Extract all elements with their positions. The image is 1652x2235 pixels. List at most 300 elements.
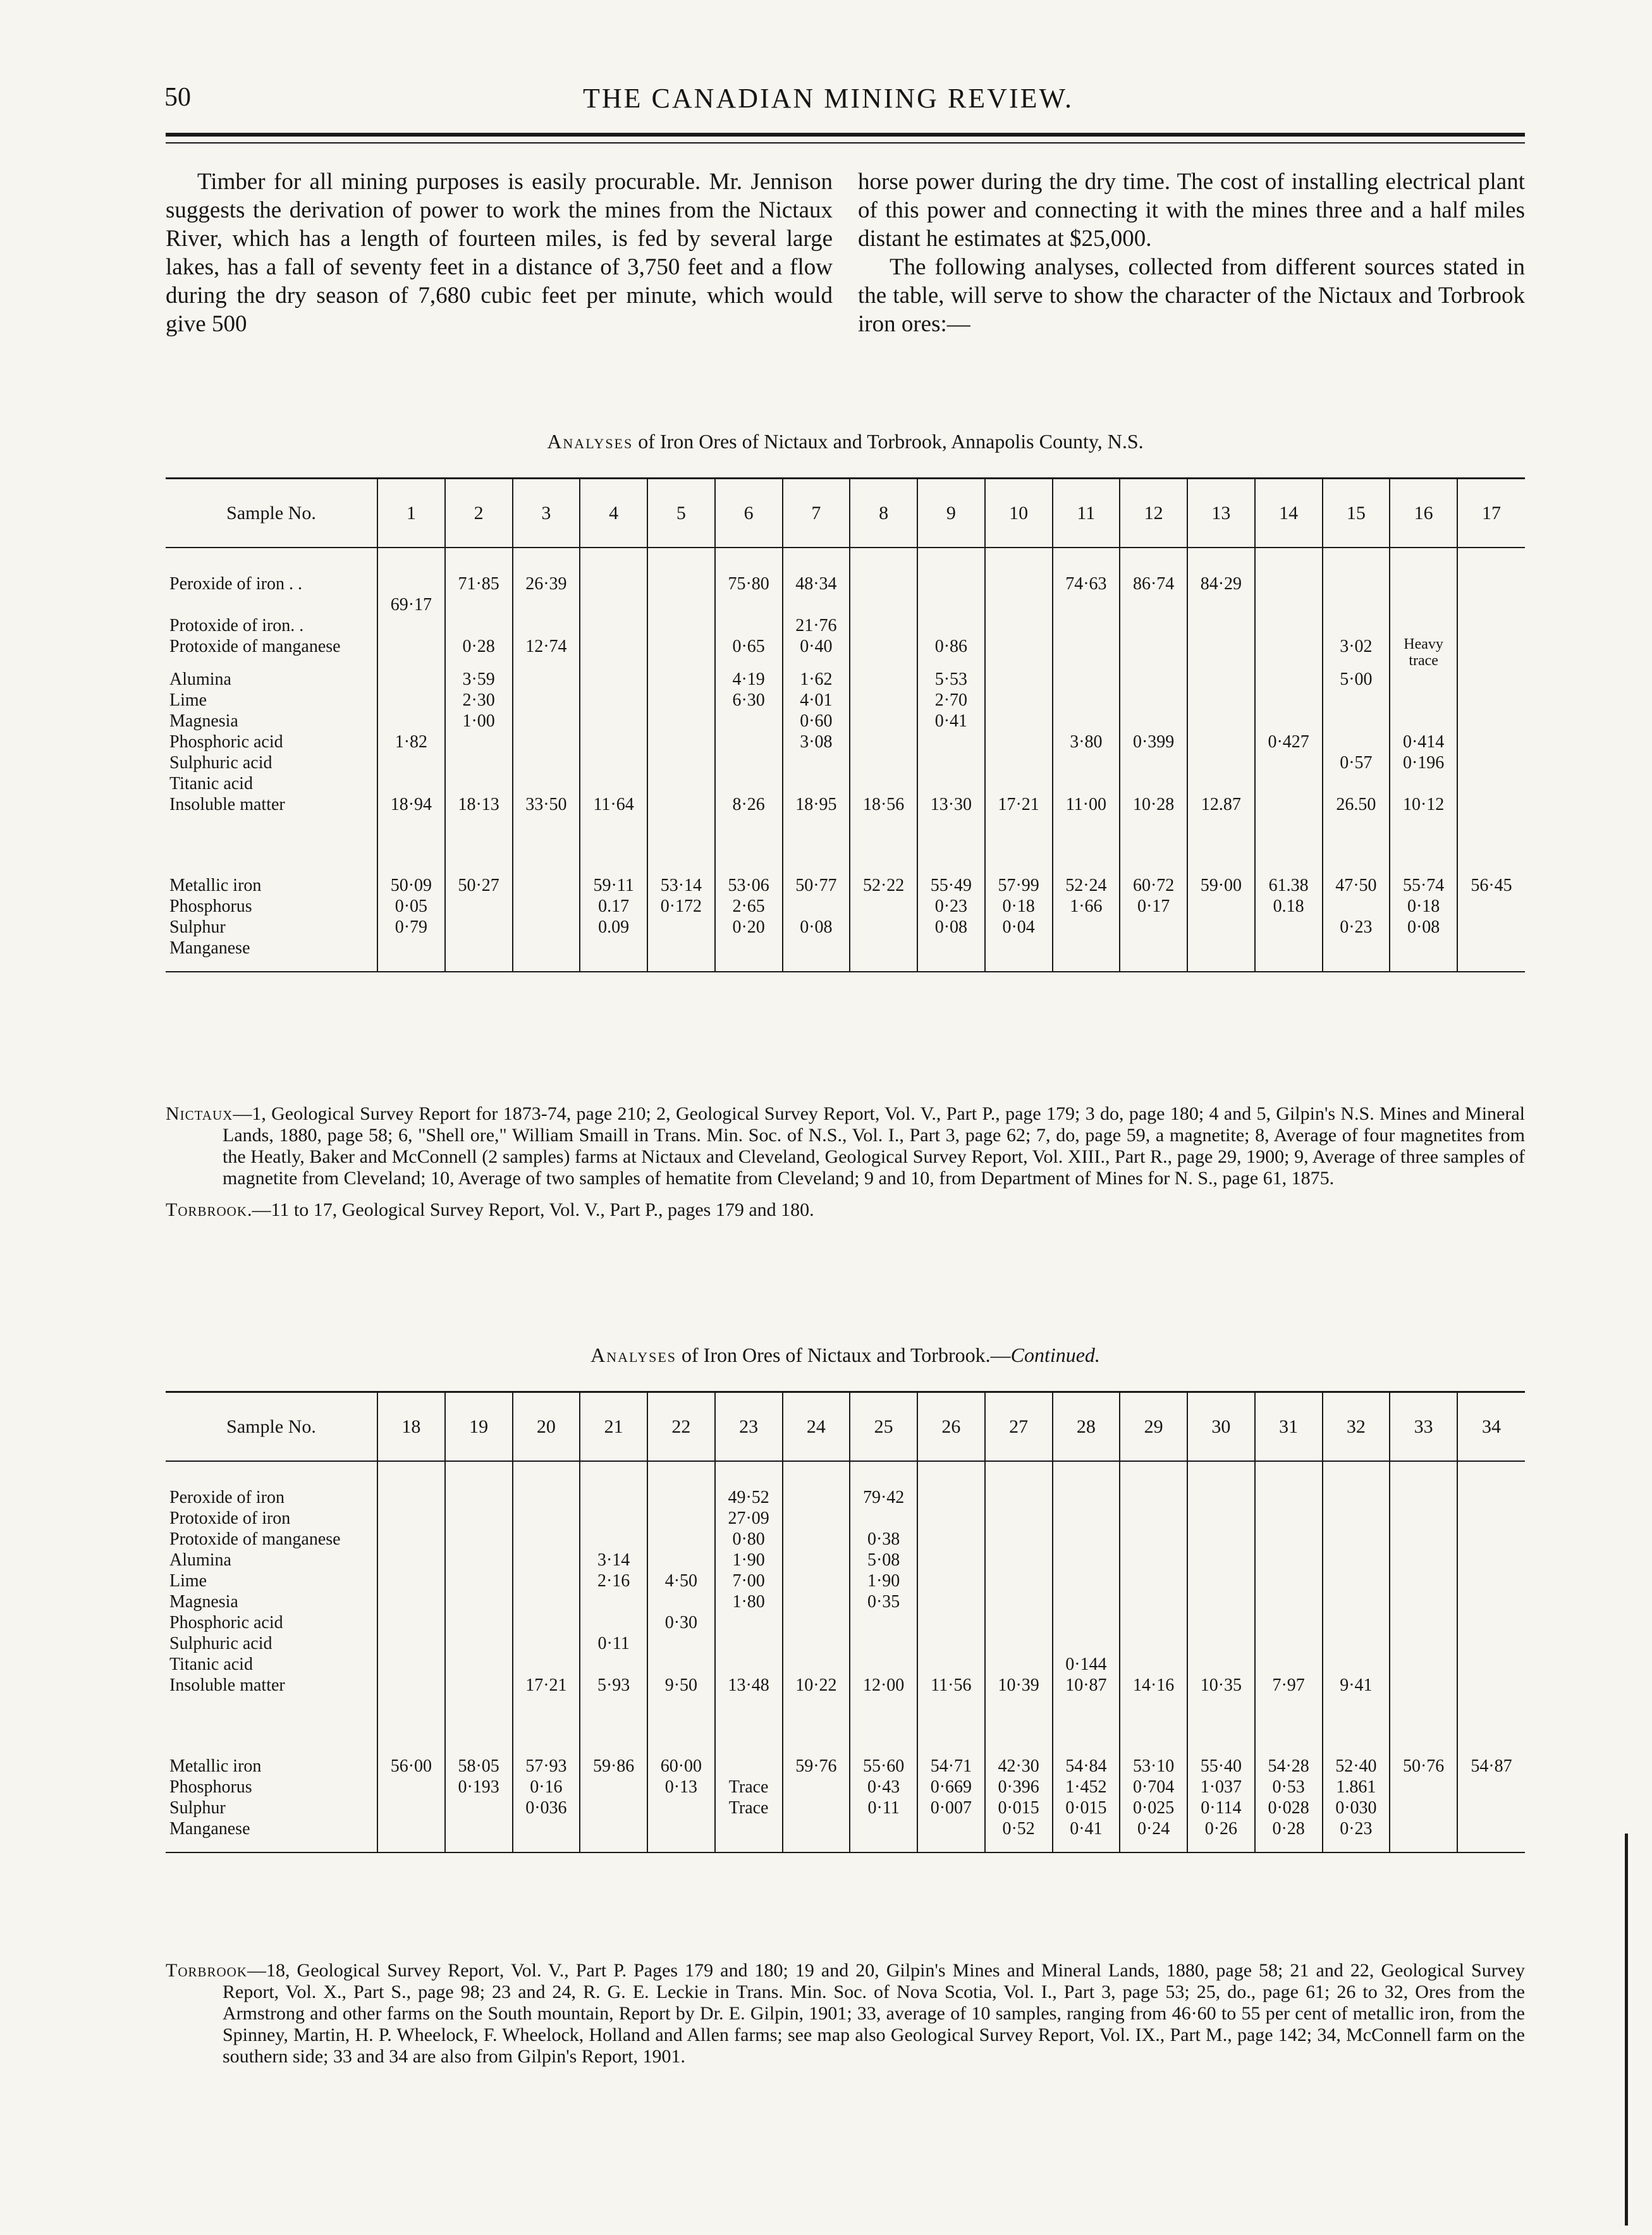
table-cell: 0·172 [647,896,715,917]
table-cell [1053,1550,1120,1571]
table-cell: 0·35 [850,1591,917,1612]
table-cell: 69·17 [377,594,445,615]
table-cell [445,917,513,938]
table-cell [445,1571,513,1591]
table-cell [715,594,783,615]
table-cell [1120,1633,1187,1654]
table-cell [985,1487,1053,1508]
column-header: 31 [1255,1392,1323,1462]
column-header: 30 [1187,1392,1255,1462]
table-cell: 52·24 [1053,875,1120,896]
table-cell [1390,938,1457,958]
table-cell: 11·56 [917,1675,985,1696]
table-cell: 58·05 [445,1756,513,1777]
row-label: Lime [169,1571,207,1591]
table-cell [513,1571,580,1591]
table-cell [1457,773,1525,794]
table-cell [580,1508,647,1529]
table-cell [1187,1654,1255,1675]
table-cell [1053,917,1120,938]
table-cell [1187,896,1255,917]
table-cell [1053,636,1120,669]
table-cell: 0·17 [1120,896,1187,917]
table-cell [850,615,917,636]
table-cell [715,1633,783,1654]
column-header: 6 [715,479,783,548]
table-cell: 11·00 [1053,794,1120,815]
table-cell: 0·38 [850,1529,917,1550]
table-cell: 0·396 [985,1777,1053,1797]
table-cell [1323,938,1390,958]
table-cell [580,1797,647,1818]
table-cell: 56·45 [1457,875,1525,896]
table-cell: 9·50 [647,1675,715,1696]
row-label: Peroxide of iron . . [169,574,302,594]
table-cell [1053,1612,1120,1633]
table-cell [580,1487,647,1508]
table-cell [1187,1508,1255,1529]
table-cell: 71·85 [445,573,513,594]
table-cell [1390,1654,1457,1675]
table-cell [917,1633,985,1654]
table-cell [783,1633,850,1654]
table-cell: 1·037 [1187,1777,1255,1797]
table-cell [1120,1591,1187,1612]
table-cell [1390,1633,1457,1654]
table-cell: 54·84 [1053,1756,1120,1777]
table-cell [917,1487,985,1508]
table-cell [1457,1633,1525,1654]
table-cell: 0·13 [647,1777,715,1797]
table2-notes [166,1960,1525,2078]
table-row [166,1487,1525,1508]
table-cell [1255,1550,1323,1571]
header-rule-thick [166,133,1525,137]
sample-no-header: Sample No. [166,479,377,548]
left-column [166,168,833,338]
table-cell [917,1571,985,1591]
table-cell: 4·19 [715,669,783,690]
table-row [166,1818,1525,1839]
table-cell [917,1529,985,1550]
table-cell [1390,690,1457,711]
table-cell [513,938,580,958]
column-header: 4 [580,479,647,548]
table-row [166,690,1525,711]
table-cell [1323,690,1390,711]
table-cell [647,1487,715,1508]
table-cell: 0·669 [917,1777,985,1797]
column-header: 15 [1323,479,1390,548]
table-cell [850,690,917,711]
table-cell: 0·40 [783,636,850,669]
table-cell: 4·50 [647,1571,715,1591]
table-cell: 13·30 [917,794,985,815]
table-cell [580,1777,647,1797]
table-cell: 2·16 [580,1571,647,1591]
table-cell [580,773,647,794]
table-spacer [166,1461,1525,1487]
table-cell [1187,690,1255,711]
table-cell [1053,669,1120,690]
running-title: THE CANADIAN MINING REVIEW. [583,83,1074,114]
table-cell: 10·39 [985,1675,1053,1696]
table-cell: 18·13 [445,794,513,815]
column-header: 9 [917,479,985,548]
table-cell [1323,711,1390,732]
table-cell [850,711,917,732]
table-cell: 0·704 [1120,1777,1187,1797]
table-cell [1390,669,1457,690]
table-cell [445,1550,513,1571]
table-cell: 0·60 [783,711,850,732]
table-cell [647,690,715,711]
table-row [166,1777,1525,1797]
table-cell [377,615,445,636]
table-cell: 0·24 [1120,1818,1187,1839]
table-cell [1053,690,1120,711]
column-header: 12 [1120,479,1187,548]
table-cell [1457,690,1525,711]
table-cell [1390,1797,1457,1818]
body-text [166,168,1525,370]
row-label: Metallic iron [169,876,262,895]
table-cell [850,1633,917,1654]
table-cell [1187,938,1255,958]
table-cell [1255,1633,1323,1654]
table-cell: 0·41 [917,711,985,732]
table-cell [985,1633,1053,1654]
table-row [166,773,1525,794]
table-cell [377,690,445,711]
table-cell [1323,1654,1390,1675]
table-cell: 0·414 [1390,732,1457,752]
table-cell [1457,732,1525,752]
table-cell: 0·08 [1390,917,1457,938]
table-cell [513,690,580,711]
table-cell [513,594,580,615]
table-cell: 55·49 [917,875,985,896]
table-cell: 0·18 [1390,896,1457,917]
table-cell [580,752,647,773]
table-row [166,636,1525,669]
row-label: Sulphur [169,1798,226,1818]
table-cell: 18·56 [850,794,917,815]
table-cell [850,1654,917,1675]
table-cell [1120,690,1187,711]
table-cell: 1·80 [715,1591,783,1612]
row-label: Sulphuric acid [169,753,272,773]
row-label: Titanic acid [169,774,253,793]
table-cell [1390,1550,1457,1571]
table-cell [1120,1550,1187,1571]
table-cell [1457,917,1525,938]
table-cell: 0·427 [1255,732,1323,752]
table-row [166,615,1525,636]
table-cell [1255,938,1323,958]
table-cell: 0.17 [580,896,647,917]
table-cell [513,1508,580,1529]
table-cell: 0·28 [1255,1818,1323,1839]
table-cell: 0·65 [715,636,783,669]
table-cell: 0·57 [1323,752,1390,773]
table-cell [850,669,917,690]
table-cell [1457,636,1525,669]
table-cell: 0·52 [985,1818,1053,1839]
row-label: Titanic acid [169,1655,253,1674]
table-cell [1457,615,1525,636]
table-cell [783,1612,850,1633]
table-cell: 59·76 [783,1756,850,1777]
table-cell [580,1654,647,1675]
table-cell: 5·53 [917,669,985,690]
table-cell [715,773,783,794]
table-cell [985,669,1053,690]
table-cell [377,1612,445,1633]
column-header: 7 [783,479,850,548]
table-cell [1187,669,1255,690]
table-cell [1187,1612,1255,1633]
table-cell [513,1529,580,1550]
table-spacer [166,958,1525,972]
table-cell [377,1550,445,1571]
table-cell [377,1487,445,1508]
table-cell [715,1612,783,1633]
table-cell [445,1654,513,1675]
column-header: 33 [1390,1392,1457,1462]
table-cell [783,1818,850,1839]
table-cell: 33·50 [513,794,580,815]
table-cell [513,917,580,938]
column-header: 22 [647,1392,715,1462]
left-paragraph: Timber for all mining purposes is easily procurable. Mr. Jennison suggests the derivation of power to work the mines from the Nictaux River, which has a length of fourteen miles, is fed by several large lakes, has a fall of seventy feet in a distance of 3,750 feet and a flow during the dry season of 7,680 cubic feet per minute, which would give 500 [166,169,833,337]
table-cell: 1·82 [377,732,445,752]
row-label: Protoxide of manganese [169,637,341,656]
table-cell [377,1777,445,1797]
table-cell: 17·21 [985,794,1053,815]
table-cell [1120,615,1187,636]
table-cell: 0·16 [513,1777,580,1797]
table-cell: 0.09 [580,917,647,938]
table-cell: 8·26 [715,794,783,815]
column-header: 17 [1457,479,1525,548]
table-cell [445,1591,513,1612]
table-cell: 12.87 [1187,794,1255,815]
table-cell [1187,773,1255,794]
table-cell [1390,594,1457,615]
table-cell [1390,1675,1457,1696]
table-cell: 3·02 [1323,636,1390,669]
table-row [166,573,1525,594]
table-cell: 0·015 [985,1797,1053,1818]
table-cell [1053,1571,1120,1591]
table-cell [1255,1487,1323,1508]
table-cell: 1·90 [715,1550,783,1571]
table-cell: 50·27 [445,875,513,896]
table-cell [1323,1591,1390,1612]
row-label: Peroxide of iron [169,1488,285,1507]
table-cell [1457,1654,1525,1675]
table-cell [647,1591,715,1612]
table-cell: 52·22 [850,875,917,896]
table-cell [1053,1529,1120,1550]
column-header: 19 [445,1392,513,1462]
table-cell: 0·11 [580,1633,647,1654]
table-cell [377,1818,445,1839]
table-cell [715,732,783,752]
table-cell: 18·94 [377,794,445,815]
table-cell [1053,594,1120,615]
table-cell [647,711,715,732]
table-cell [445,1818,513,1839]
right-column [858,168,1525,338]
table-cell [1390,1591,1457,1612]
column-header: 18 [377,1392,445,1462]
table-cell [783,1487,850,1508]
table-cell [513,669,580,690]
binding-edge [1625,1834,1628,2226]
table-spacer [166,548,1525,573]
table-cell: 54·71 [917,1756,985,1777]
table-cell: 0·04 [985,917,1053,938]
table-cell: 5·93 [580,1675,647,1696]
table-cell [1120,636,1187,669]
table-row [166,711,1525,732]
table-cell [1323,594,1390,615]
table-cell [1323,1612,1390,1633]
row-label [166,594,377,615]
table-cell [1187,1529,1255,1550]
table-cell [850,917,917,938]
table-cell: 12·74 [513,636,580,669]
table-cell: 59·11 [580,875,647,896]
table-cell: 4·01 [783,690,850,711]
table-cell [647,1508,715,1529]
column-header: 29 [1120,1392,1187,1462]
table-cell: 0·196 [1390,752,1457,773]
table-cell [1457,594,1525,615]
table-cell: 60·72 [1120,875,1187,896]
table-row [166,1756,1525,1777]
column-header: 1 [377,479,445,548]
column-header: 10 [985,479,1053,548]
table-cell [917,594,985,615]
table-cell [1255,1571,1323,1591]
table-cell [580,732,647,752]
table-cell: 75·80 [715,573,783,594]
table-cell [1053,752,1120,773]
table-cell: 57·99 [985,875,1053,896]
table-cell: 3·80 [1053,732,1120,752]
table-cell: 3·08 [783,732,850,752]
table-cell: 0·015 [1053,1797,1120,1818]
table-cell [1457,752,1525,773]
table-cell [783,1571,850,1591]
table-cell [1323,1571,1390,1591]
table-cell [647,1797,715,1818]
table-cell [580,1529,647,1550]
row-label: Protoxide of manganese [169,1529,341,1549]
row-label: Phosphoric acid [169,732,283,752]
table-cell [715,1654,783,1675]
table-row [166,875,1525,896]
table-cell [985,773,1053,794]
table-cell: 0·08 [783,917,850,938]
table-cell [1457,573,1525,594]
table-row [166,938,1525,958]
table-cell [1255,773,1323,794]
table-cell [377,669,445,690]
table-cell [377,1591,445,1612]
table-cell [917,732,985,752]
table-cell [917,573,985,594]
table-cell [1390,1818,1457,1839]
table-cell [1457,1675,1525,1696]
table-cell [1187,1550,1255,1571]
table-cell [445,1633,513,1654]
torbrook-note-2: Torbrook—18, Geological Survey Report, Vol. V., Part P. Pages 179 and 180; 19 and 20, Gilpin's Mines and Mineral Lands, 1880, page 58; 21 and 22, Geological Survey Report, Vol. X., Part S., page 98; 23 and 24, R. G. E. Leckie in Trans. Min. Soc. of Nova Scotia, Vol. I., Part 3, page 53; 25, do., page 61; 26 to 32, Ores from the Armstrong and other farms on the South mountain, Report by Dr. E. Gilpin, 1901; 33, average of 10 samples, ranging from 46·60 to 55 per cent of metallic iron, from the Spinney, Martin, H. P. Wheelock, F. Wheelock, Holland and Allen farms; see map also Geological Survey Report, Vol. IX., Part M., page 142; 34, McConnell farm on the southern side; 33 and 34 are also from Gilpin's Report, 1901. [166,1960,1525,2067]
table-cell: 10·87 [1053,1675,1120,1696]
table-cell [783,773,850,794]
table-cell [1323,1529,1390,1550]
column-header: 20 [513,1392,580,1462]
table-cell: 0·28 [445,636,513,669]
column-header: 26 [917,1392,985,1462]
table-cell [985,938,1053,958]
table-cell [445,594,513,615]
table-cell [377,1654,445,1675]
table-cell [715,615,783,636]
table-cell [985,594,1053,615]
table-cell [985,615,1053,636]
table-cell [917,1550,985,1571]
table-cell: 3·14 [580,1550,647,1571]
right-paragraph-1: horse power during the dry time. The cost of installing electrical plant of this power and connecting it with the mines three and a half miles distant he estimates at $25,000. [858,169,1525,252]
table-cell: 59·86 [580,1756,647,1777]
table-cell [377,573,445,594]
table-cell [513,875,580,896]
table-cell: 2·65 [715,896,783,917]
row-label: Protoxide of iron [169,1509,291,1528]
table-cell: 0·30 [647,1612,715,1633]
table-cell [1120,752,1187,773]
table-cell: 47·50 [1323,875,1390,896]
table-cell [1390,1508,1457,1529]
table-cell [445,896,513,917]
table-cell [1457,1612,1525,1633]
table-row [166,1797,1525,1818]
table-row [166,594,1525,615]
table2-analyses [166,1391,1525,1853]
table-cell [1255,636,1323,669]
table-cell: 50·77 [783,875,850,896]
table-row [166,1529,1525,1550]
table-row [166,1591,1525,1612]
row-label: Insoluble matter [169,795,285,814]
table-cell [783,1654,850,1675]
table-cell [1187,1591,1255,1612]
table-cell [1457,1571,1525,1591]
table-cell: 0·193 [445,1777,513,1797]
table-cell: 1.861 [1323,1777,1390,1797]
column-header: 13 [1187,479,1255,548]
column-header: 14 [1255,479,1323,548]
table-cell [1457,1508,1525,1529]
table-cell: 74·63 [1053,573,1120,594]
table-cell [1187,636,1255,669]
table-cell [513,1591,580,1612]
column-header: 21 [580,1392,647,1462]
